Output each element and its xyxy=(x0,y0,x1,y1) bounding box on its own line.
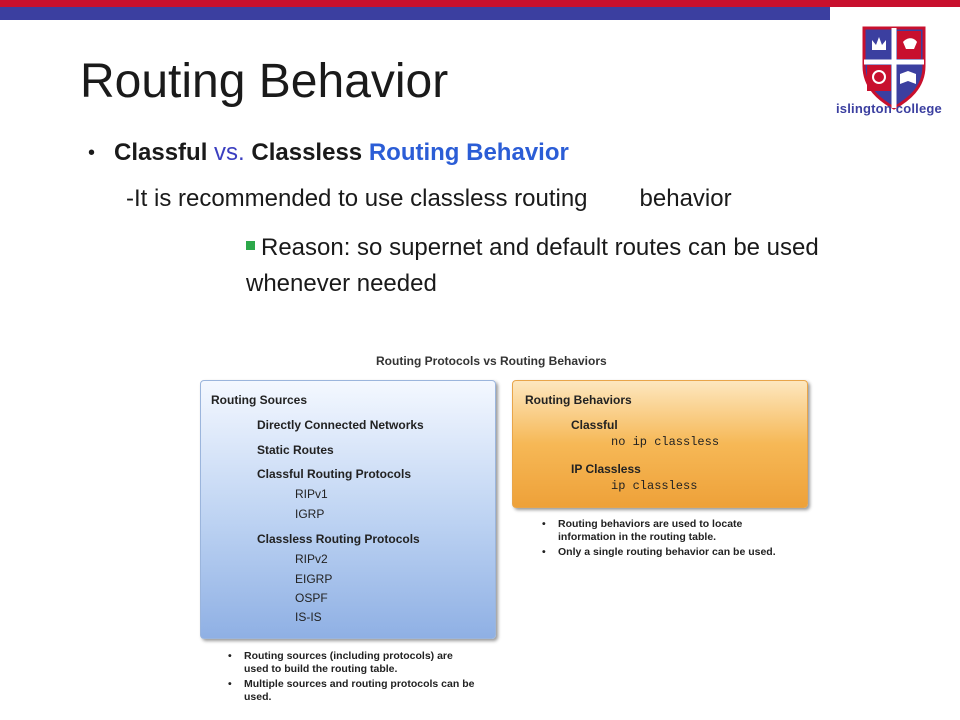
recommendation-text: -It is recommended to use classless routing xyxy=(126,185,588,212)
protocol-item: IGRP xyxy=(295,507,325,521)
classful-protocols-label: Classful Routing Protocols xyxy=(257,467,412,481)
ip-classless-label: IP Classless xyxy=(571,462,641,476)
source-notes xyxy=(226,650,476,706)
reason-point xyxy=(246,230,846,302)
college-logo-text: islington college xyxy=(836,101,942,116)
routing-behaviors-panel xyxy=(512,380,808,508)
routing-behavior-phrase: Routing Behavior xyxy=(362,139,569,166)
behavior-notes xyxy=(540,518,800,561)
note-item: • Multiple sources and routing protocols can be used. xyxy=(228,678,475,703)
note-item: • Routing behaviors are used to locate information in the routing table. xyxy=(542,518,743,543)
routing-sources-heading: Routing Sources xyxy=(211,393,308,407)
bullet-text xyxy=(114,138,569,168)
top-blue-stripe xyxy=(0,7,830,20)
classful-behavior-label: Classful xyxy=(571,418,618,432)
top-red-stripe xyxy=(0,0,960,7)
directly-connected-label: Directly Connected Networks xyxy=(257,418,424,432)
bullet-dot: • xyxy=(88,142,96,164)
slide-title: Routing Behavior xyxy=(80,55,449,108)
note-item: • Only a single routing behavior can be used. xyxy=(542,546,776,558)
protocol-item: EIGRP xyxy=(295,572,333,586)
protocol-item: RIPv2 xyxy=(295,552,328,566)
vs-word: vs. xyxy=(207,139,252,166)
ip-classless-command: ip classless xyxy=(611,479,698,493)
classful-word: Classful xyxy=(114,139,208,166)
protocol-item: RIPv1 xyxy=(295,487,328,501)
static-routes-label: Static Routes xyxy=(257,443,334,457)
square-bullet-icon xyxy=(246,241,255,250)
reason-text: Reason: so supernet and default routes can be used whenever needed xyxy=(246,234,819,297)
classless-word: Classless xyxy=(251,139,363,166)
recommendation-line xyxy=(126,184,732,214)
note-item: • Routing sources (including protocols) are used to build the routing table. xyxy=(228,650,453,675)
routing-behaviors-heading: Routing Behaviors xyxy=(525,393,632,407)
classful-command: no ip classless xyxy=(611,435,720,449)
diagram-title: Routing Protocols vs Routing Behaviors xyxy=(376,354,607,368)
classless-protocols-label: Classless Routing Protocols xyxy=(257,532,420,546)
protocol-item: IS-IS xyxy=(295,610,322,624)
recommendation-text-end: behavior xyxy=(639,185,732,212)
protocol-item: OSPF xyxy=(295,591,328,605)
routing-sources-panel xyxy=(200,380,496,639)
